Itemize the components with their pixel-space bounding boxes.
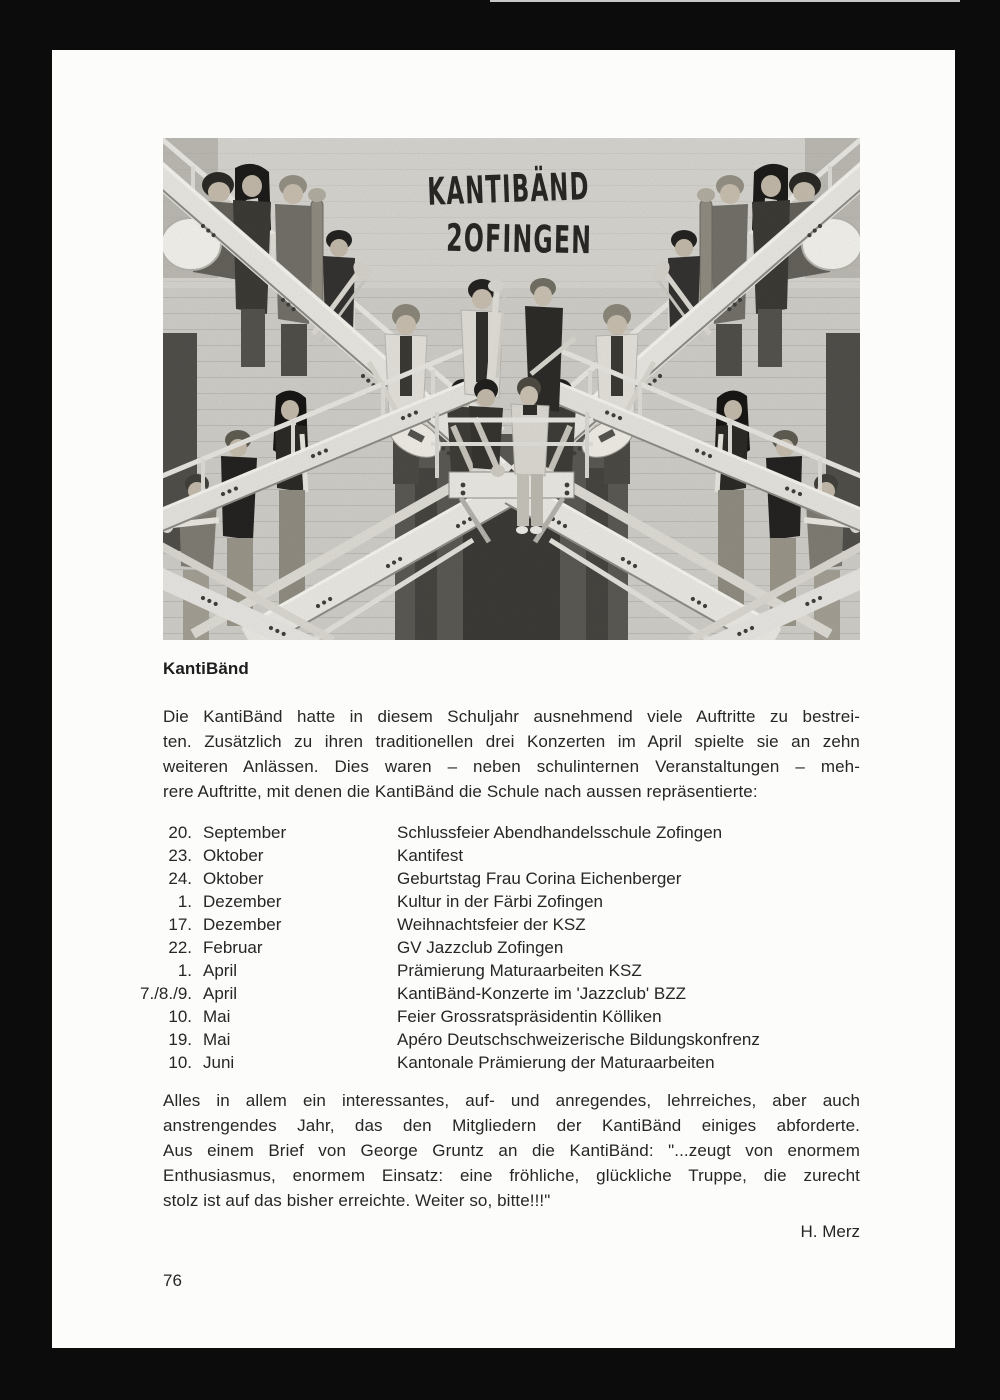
event-date-day: 1.: [177, 892, 192, 911]
section-title: KantiBänd: [163, 659, 249, 678]
event-description: Kantonale Prämierung der Maturaarbeiten: [397, 1053, 715, 1072]
scan-artifact-sliver: [490, 0, 960, 2]
event-description: GV Jazzclub Zofingen: [397, 938, 564, 957]
paragraph-line: Aus einem Brief von George Gruntz an die KantiBänd: "...zeugt von enormem: [163, 1141, 860, 1160]
event-date-day: 20.: [168, 823, 192, 842]
event-row: [126, 959, 860, 982]
photo-caption-line2: 2OFINGEN: [445, 217, 593, 263]
event-row: [126, 867, 860, 890]
event-date-month: Dezember: [203, 915, 282, 934]
event-date-day: 19.: [168, 1030, 192, 1049]
event-date-month: Mai: [203, 1007, 231, 1026]
event-date-month: September: [203, 823, 287, 842]
paragraph-line: weiteren Anlässen. Dies waren – neben schulinternen Veranstaltungen – meh-: [163, 757, 860, 776]
paragraph-line: stolz ist auf das bisher erreichte. Weiter so, bitte!!!": [163, 1191, 551, 1210]
event-date-day: 10.: [168, 1007, 192, 1026]
event-row: [126, 913, 860, 936]
event-date-month: Oktober: [203, 869, 264, 888]
event-date-day: 17.: [168, 915, 192, 934]
event-description: KantiBänd-Konzerte im 'Jazzclub' BZZ: [397, 984, 686, 1003]
event-description: Apéro Deutschschweizerische Bildungskonfrenz: [397, 1030, 760, 1049]
document-page: [52, 50, 955, 1348]
paragraph-line: anstrengendes Jahr, das den Mitgliedern der KantiBänd einiges abforderte.: [163, 1116, 860, 1135]
page-number: 76: [163, 1271, 182, 1290]
event-row: [126, 1005, 860, 1028]
event-date-month: Mai: [203, 1030, 231, 1049]
closing-paragraph: [163, 1088, 860, 1213]
event-row: [126, 1051, 860, 1074]
event-row: [126, 844, 860, 867]
photo-caption-line1: KANTIBÄND: [426, 165, 591, 215]
author-signature: H. Merz: [800, 1222, 860, 1241]
event-row: [126, 1028, 860, 1051]
event-date-day: 1.: [177, 961, 192, 980]
event-description: Feier Grossratspräsidentin Kölliken: [397, 1007, 662, 1026]
paragraph-line: ten. Zusätzlich zu ihren traditionellen drei Konzerten im April spielte sie an zehn: [163, 732, 860, 751]
events-list: [140, 821, 860, 1074]
paragraph-line: Alles in allem ein interessantes, auf- und anregendes, lehrreiches, aber auch: [163, 1091, 860, 1110]
event-date-month: Juni: [203, 1053, 235, 1072]
band-photo-illustration: [163, 138, 860, 640]
event-row: [126, 982, 860, 1005]
event-date-month: April: [203, 961, 238, 980]
event-description: Prämierung Maturaarbeiten KSZ: [397, 961, 642, 980]
event-description: Kantifest: [397, 846, 464, 865]
event-date-day: 22.: [168, 938, 192, 957]
event-date-day: 23.: [168, 846, 192, 865]
event-date-month: Februar: [203, 938, 263, 957]
event-description: Kultur in der Färbi Zofingen: [397, 892, 603, 911]
event-row: [126, 890, 860, 913]
event-row: [126, 936, 860, 959]
event-date-month: Dezember: [203, 892, 282, 911]
grain-overlay: [163, 138, 860, 640]
paragraph-line: Enthusiasmus, enormem Einsatz: eine fröhliche, glückliche Truppe, die zurecht: [163, 1166, 860, 1185]
event-date-day: 24.: [168, 869, 192, 888]
intro-paragraph: [163, 704, 860, 804]
paragraph-line: Die KantiBänd hatte in diesem Schuljahr ausnehmend viele Auftritte zu bestrei-: [163, 707, 860, 726]
band-photo: [163, 138, 860, 640]
event-date-day: 7./8./9.: [140, 984, 192, 1003]
event-description: Schlussfeier Abendhandelsschule Zofingen: [397, 823, 723, 842]
event-row: [126, 821, 860, 844]
event-description: Geburtstag Frau Corina Eichenberger: [397, 869, 682, 888]
event-description: Weihnachtsfeier der KSZ: [397, 915, 586, 934]
event-date-day: 10.: [168, 1053, 192, 1072]
paragraph-line: rere Auftritte, mit denen die KantiBänd die Schule nach aussen repräsentierte:: [163, 782, 758, 801]
event-date-month: April: [203, 984, 238, 1003]
event-date-month: Oktober: [203, 846, 264, 865]
